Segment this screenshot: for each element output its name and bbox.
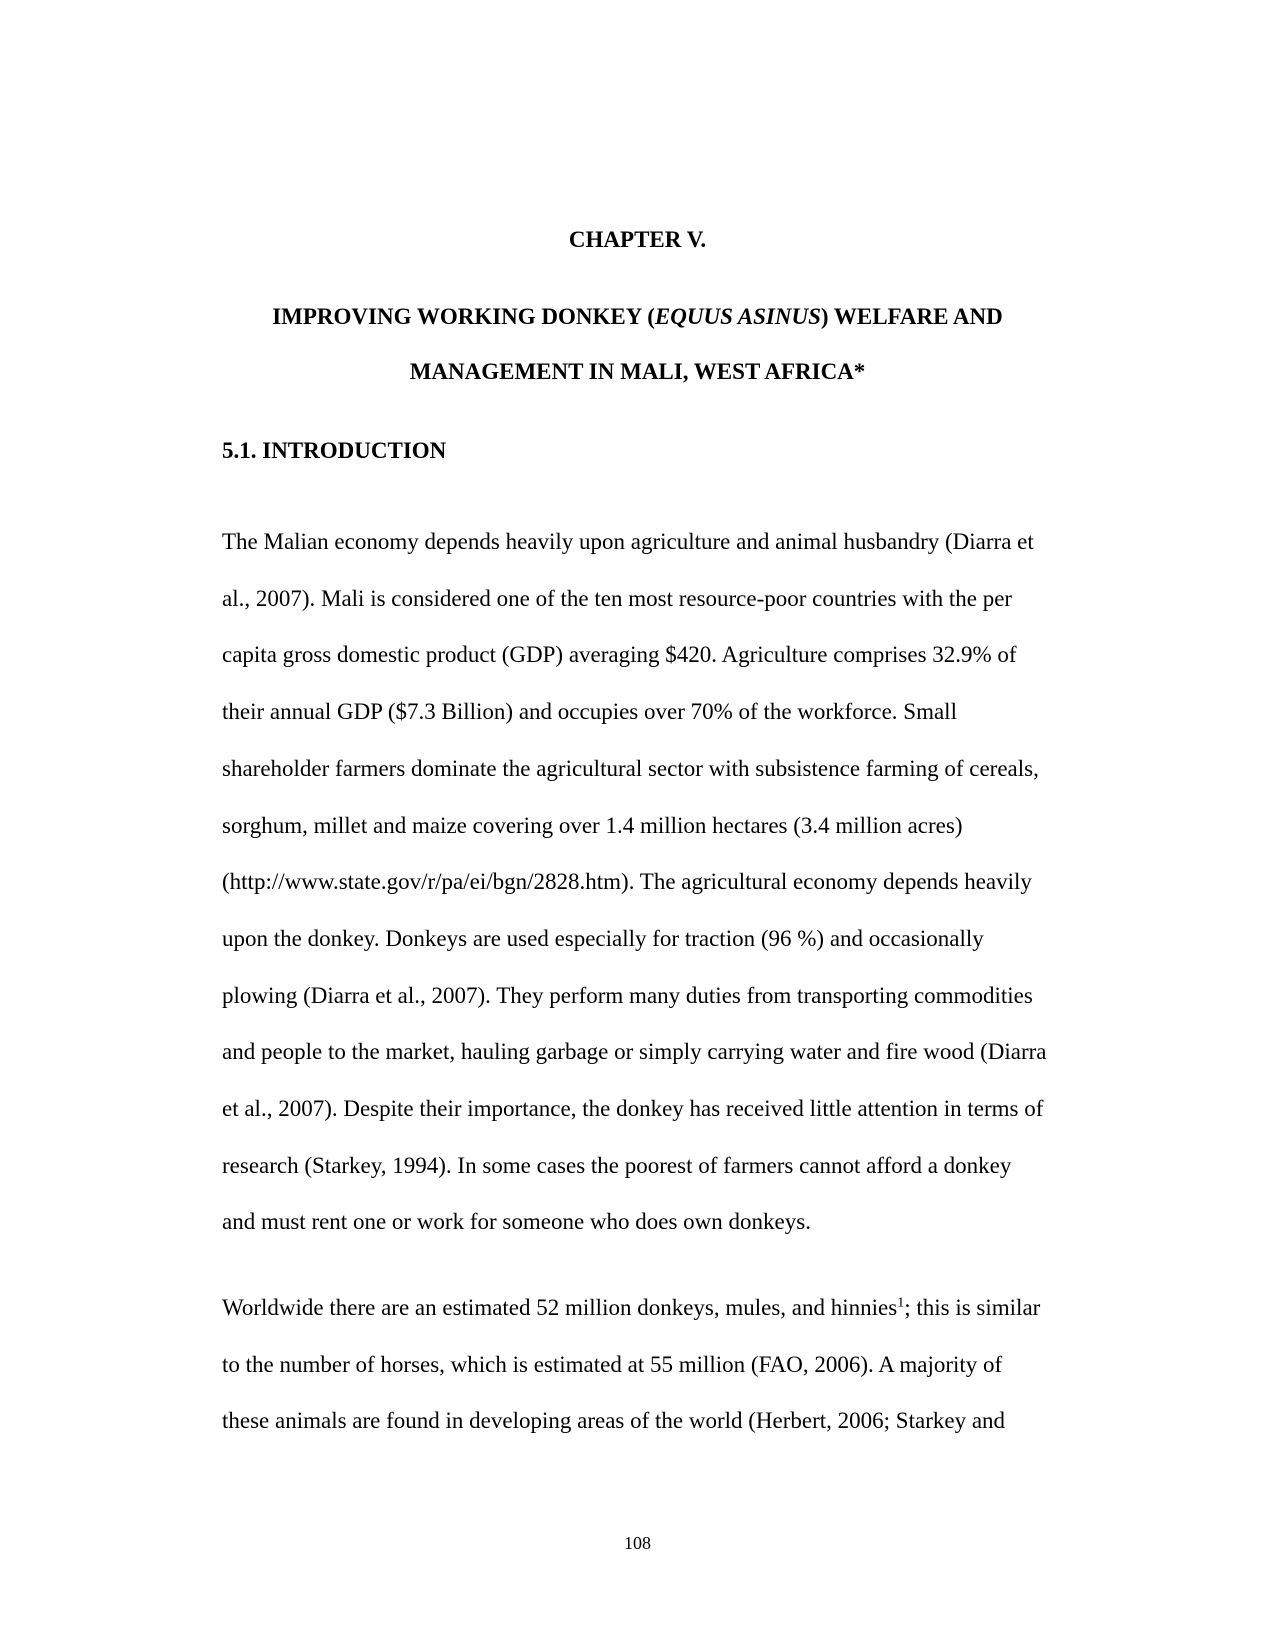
paragraph-line: shareholder farmers dominate the agricultural sector with subsistence farming of cereals, bbox=[222, 755, 1039, 781]
paragraph-line: their annual GDP ($7.3 Billion) and occupies over 70% of the workforce. Small bbox=[222, 699, 957, 725]
chapter-heading: CHAPTER V. bbox=[568, 227, 707, 252]
paragraph-line: research (Starkey, 1994). In some cases the poorest of farmers cannot afford a donkey bbox=[222, 1152, 1012, 1178]
chapter-title-line-2: MANAGEMENT IN MALI, WEST AFRICA* bbox=[409, 359, 866, 384]
paragraph-line: et al., 2007). Despite their importance, the donkey has received little attention in terms of bbox=[222, 1096, 1044, 1122]
title-italic-species: EQUUS ASINUS bbox=[654, 304, 821, 329]
page-number: 108 bbox=[624, 1533, 651, 1553]
title-text-start: IMPROVING WORKING DONKEY ( bbox=[272, 304, 655, 329]
paragraph-line: upon the donkey. Donkeys are used especially for traction (96 %) and occasionally bbox=[222, 925, 984, 951]
section-heading: 5.1. INTRODUCTION bbox=[222, 438, 447, 463]
paragraph-line: plowing (Diarra et al., 2007). They perform many duties from transporting commodities bbox=[222, 982, 1033, 1008]
footnote-marker: 1 bbox=[897, 1295, 905, 1311]
paragraph-introduction bbox=[222, 514, 1122, 1251]
line-text: ; this is similar bbox=[904, 1295, 1041, 1320]
paragraph-worldwide bbox=[222, 1280, 1122, 1450]
paragraph-line: and must rent one or work for someone who does own donkeys. bbox=[222, 1209, 811, 1235]
paragraph-line: to the number of horses, which is estimated at 55 million (FAO, 2006). A majority of bbox=[222, 1351, 1003, 1377]
paragraph-line: and people to the market, hauling garbage or simply carrying water and fire wood (Diarra bbox=[222, 1039, 1047, 1065]
paragraph-line: (http://www.state.gov/r/pa/ei/bgn/2828.htm). The agricultural economy depends heavily bbox=[222, 869, 1032, 895]
paragraph-line: capita gross domestic product (GDP) averaging $420. Agriculture comprises 32.9% of bbox=[222, 642, 1017, 668]
paragraph-line: The Malian economy depends heavily upon agriculture and animal husbandry (Diarra et bbox=[222, 529, 1034, 554]
paragraph-line: al., 2007). Mali is considered one of the ten most resource-poor countries with the per bbox=[222, 585, 1013, 611]
paragraph-line: sorghum, millet and maize covering over 1.4 million hectares (3.4 million acres) bbox=[222, 812, 963, 838]
paragraph-line: these animals are found in developing areas of the world (Herbert, 2006; Starkey and bbox=[222, 1408, 1006, 1434]
title-text-end: ) WELFARE AND bbox=[820, 304, 1003, 329]
chapter-title-line-1 bbox=[0, 303, 1275, 331]
line-text: Worldwide there are an estimated 52 million donkeys, mules, and hinnies bbox=[222, 1295, 898, 1320]
paragraph-line bbox=[222, 1280, 1122, 1337]
